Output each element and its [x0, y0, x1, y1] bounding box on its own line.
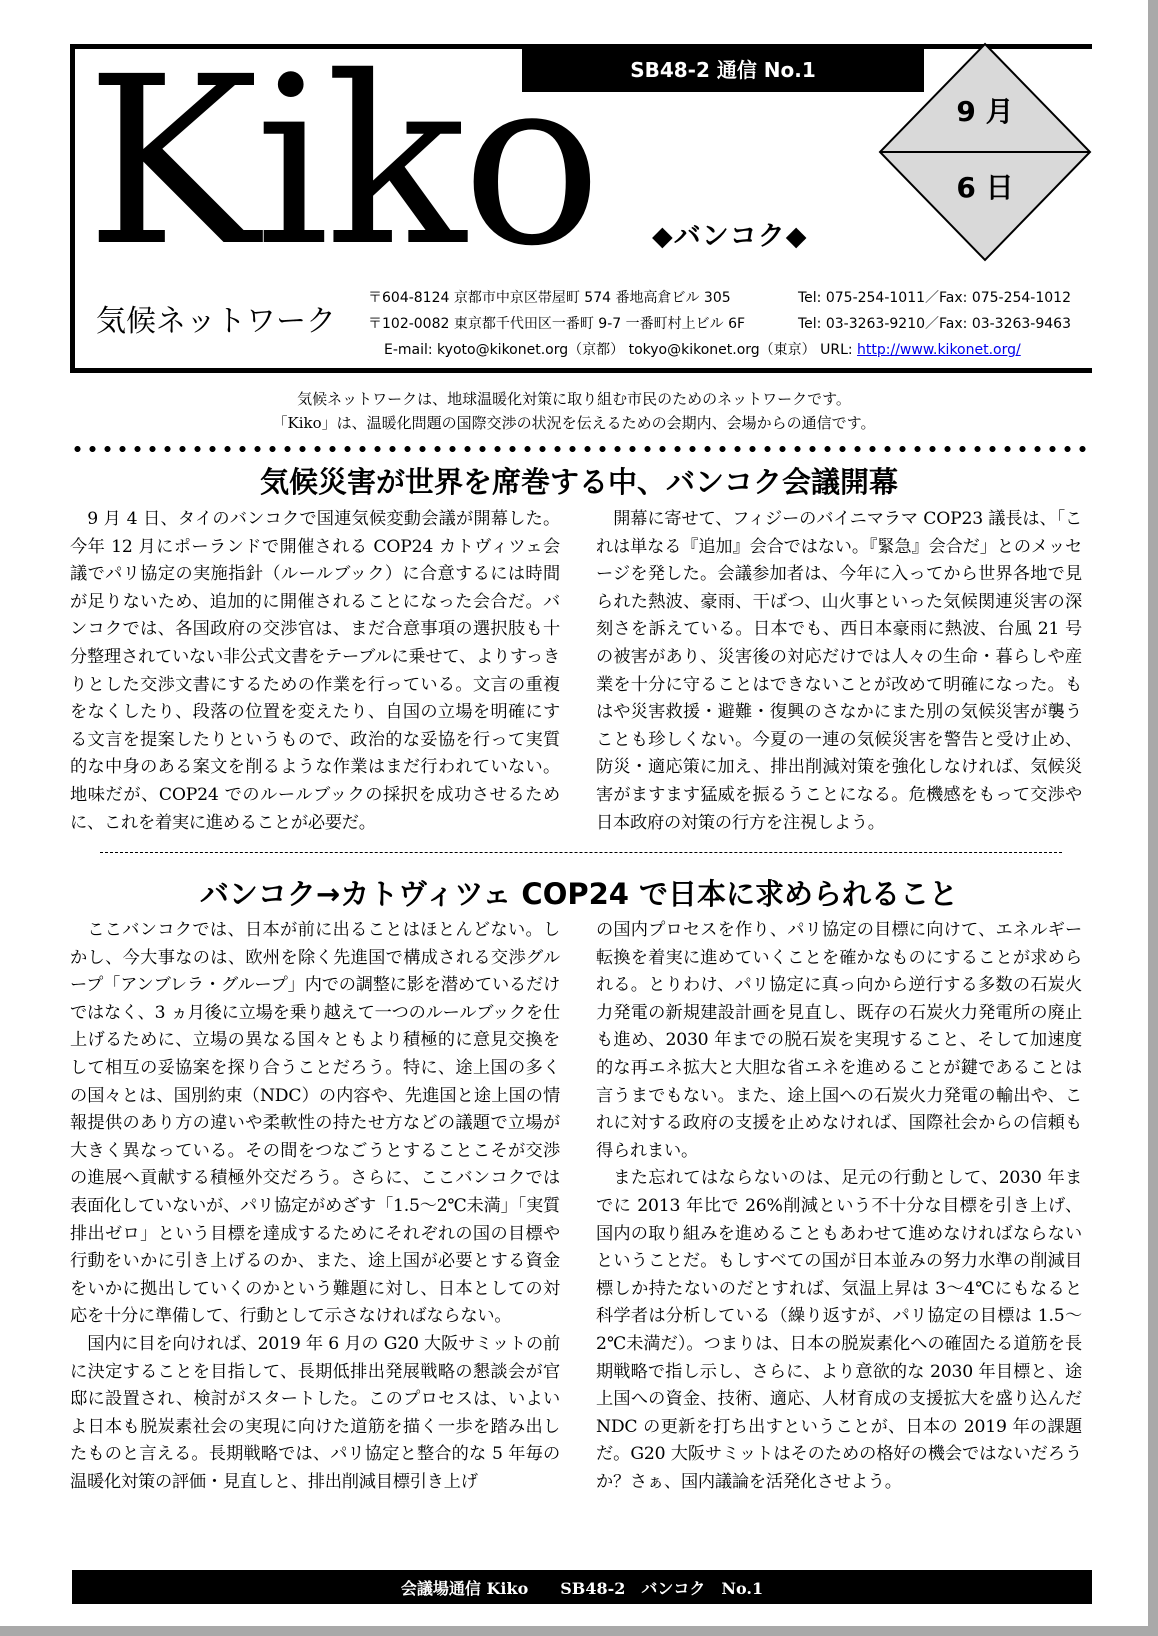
kiko-logo: Kiko	[86, 27, 598, 297]
date-month: 9 月	[956, 95, 1014, 128]
article1-right-column	[596, 506, 1082, 837]
tel-kyoto: Tel: 075-254-1011／Fax: 075-254-1012	[798, 290, 1071, 306]
intro-line-1: 気候ネットワークは、地球温暖化対策に取り組む市民のためのネットワークです。	[297, 390, 851, 408]
address-tokyo: 〒102-0082 東京都千代田区一番町 9-7 一番町村上ビル 6F	[368, 316, 746, 332]
intro-line-2: 「Kiko」は、温暖化問題の国際交渉の状況を伝えるための会期内、会場からの通信です。	[272, 414, 876, 432]
diamond-shape	[878, 42, 1092, 262]
contact-text: E-mail: kyoto@kikonet.org（京都） tokyo@kikonet.org（東京） URL:	[384, 342, 858, 358]
article2-left-column	[70, 917, 560, 1496]
footer-bar: 会議場通信 Kiko SB48-2 バンコク No.1	[72, 1570, 1092, 1604]
contact-line	[384, 339, 1021, 359]
article2-headline: バンコク→カトヴィツェ COP24 で日本に求められること	[199, 877, 959, 911]
address-kyoto: 〒604-8124 京都市中京区帯屋町 574 番地高倉ビル 305	[368, 290, 731, 306]
article1-headline: 気候災害が世界を席巻する中、バンコク会議開幕	[259, 465, 898, 499]
article2-right-paragraph-1: の国内プロセスを作り、パリ協定の目標に向けて、エネルギー転換を着実に進めていくことを確かなものにすることが求められる。とりわけ、パリ協定に真っ向から逆行する多数の石炭火力発電の新規建設計画を見直し、既存の石炭火力発電所の廃止も進め、2030 年までの脱石炭を実現すること、そして加速度的な再エネ拡大と大胆な省エネを進めることが鍵であることは言うまでもない。また、途上国への石炭火力発電の輸出や、これに対する政府の支援を止めなければ、国際社会からの信頼も得られまい。	[596, 920, 1082, 1161]
article1-left-paragraph: 9 月 4 日、タイのバンコクで国連気候変動会議が開幕した。今年 12 月にポーランドで開催される COP24 カトヴィツェ会議でパリ協定の実施指針（ルールブック）に合意するには時間が足りないため、追加的に開催されることになった会合だ。バンコクでは、各国政府の交渉官は、まだ合意事項の選択肢も十分整理されていない非公式文書をテーブルに乗せて、よりすっきりとした交渉文書にするための作業を行っている。文言の重複をなくしたり、段落の位置を変えたり、自国の立場を明確にする文言を提案したりというもので、政治的な妥協を行って実質的な中身のある案文を削るような作業はまだ行われていない。地味だが、COP24 でのルールブックの採択を成功させるために、これを着実に進めることが必要だ。	[70, 509, 560, 833]
article2-right-column	[596, 917, 1082, 1496]
website-link[interactable]: http://www.kikonet.org/	[857, 342, 1021, 358]
date-day: 6 日	[956, 171, 1014, 204]
location-label: ◆バンコク◆	[652, 221, 808, 252]
issue-number-bar: SB48-2 通信 No.1	[522, 44, 924, 92]
article2-left-paragraph-1: ここバンコクでは、日本が前に出ることはほとんどない。しかし、今大事なのは、欧州を除く先進国で構成される交渉グループ「アンブレラ・グループ」内での調整に影を潜めているだけではなく、3 ヵ月後に立場を乗り越えて一つのルールブックを仕上げるために、立場の異なる国々ともより積極的に意見交換をして相互の妥協案を探り合うことだろう。特に、途上国の多くの国々とは、国別約束（NDC）の内容や、先進国と途上国の情報提供のあり方の違いや柔軟性の持たせ方などの議題で立場が大きく異なっている。その間をつなごうとすることこそが交渉の進展へ貢献する積極外交だろう。さらに、ここバンコクでは表面化していないが、パリ協定がめざす「1.5～2℃未満」「実質排出ゼロ」という目標を達成するためにそれぞれの国の目標や行動をいかに引き上げるのか、また、途上国が必要とする資金をいかに拠出していくのかという難題に対し、日本としての対応を十分に準備して、行動として示さなければならない。	[70, 920, 560, 1327]
dotted-divider	[70, 444, 1092, 454]
article2-right-paragraph-2: また忘れてはならないのは、足元の行動として、2030 年までに 2013 年比で 26%削減という不十分な目標を引き上げ、国内の取り組みを進めることもあわせて進めなければならないということだ。もしすべての国が日本並みの努力水準の削減目標しか持たないのだとすれば、気温上昇は 3～4℃にもなると科学者は分析している（繰り返すが、パリ協定の目標は 1.5～2℃未満だ）。つまりは、日本の脱炭素化への確固たる道筋を長期戦略で指し示し、さらに、より意欲的な 2030 年目標と、途上国への資金、技術、適応、人材育成の支援拡大を盛り込んだ NDC の更新を打ち出すということが、日本の 2019 年の課題だ。G20 大阪サミットはそのための格好の機会ではないだろうか？さぁ、国内議論を活発化させよう。	[596, 1168, 1082, 1492]
dashed-divider	[100, 852, 1062, 853]
article2-left-paragraph-2: 国内に目を向ければ、2019 年 6 月の G20 大阪サミットの前に決定することを目指して、長期低排出発展戦略の懇談会が官邸に設置され、検討がスタートした。このプロセスは、いよいよ日本も脱炭素社会の実現に向けた道筋を描く一歩を踏み出したものと言える。長期戦略では、パリ協定と整合的な 5 年毎の温暖化対策の評価・見直しと、排出削減目標引き上げ	[70, 1333, 560, 1492]
date-diamond	[878, 42, 1092, 262]
tel-tokyo: Tel: 03-3263-9210／Fax: 03-3263-9463	[798, 316, 1071, 332]
article1-left-column	[70, 506, 560, 837]
org-name: 気候ネットワーク	[96, 304, 336, 339]
article1-right-paragraph: 開幕に寄せて、フィジーのバイニマラマ COP23 議長は、「これは単なる『追加』会合ではない。『緊急』会合だ」とのメッセージを発した。会議参加者は、今年に入ってから世界各地で見られた熱波、豪雨、干ばつ、山火事といった気候関連災害の深刻さを訴えている。日本でも、西日本豪雨に熱波、台風 21 号の被害があり、災害後の対応だけでは人々の生命・暮らしや産業を十分に守ることはできないことが改めて明確になった。もはや災害救援・避難・復興のさなかにまた別の気候災害が襲うことも珍しくない。今夏の一連の気候災害を警告と受け止め、防災・適応策に加え、排出削減対策を強化しなければ、気候災害がますます猛威を振るうことになる。危機感をもって交渉や日本政府の対策の行方を注視しよう。	[596, 509, 1082, 833]
